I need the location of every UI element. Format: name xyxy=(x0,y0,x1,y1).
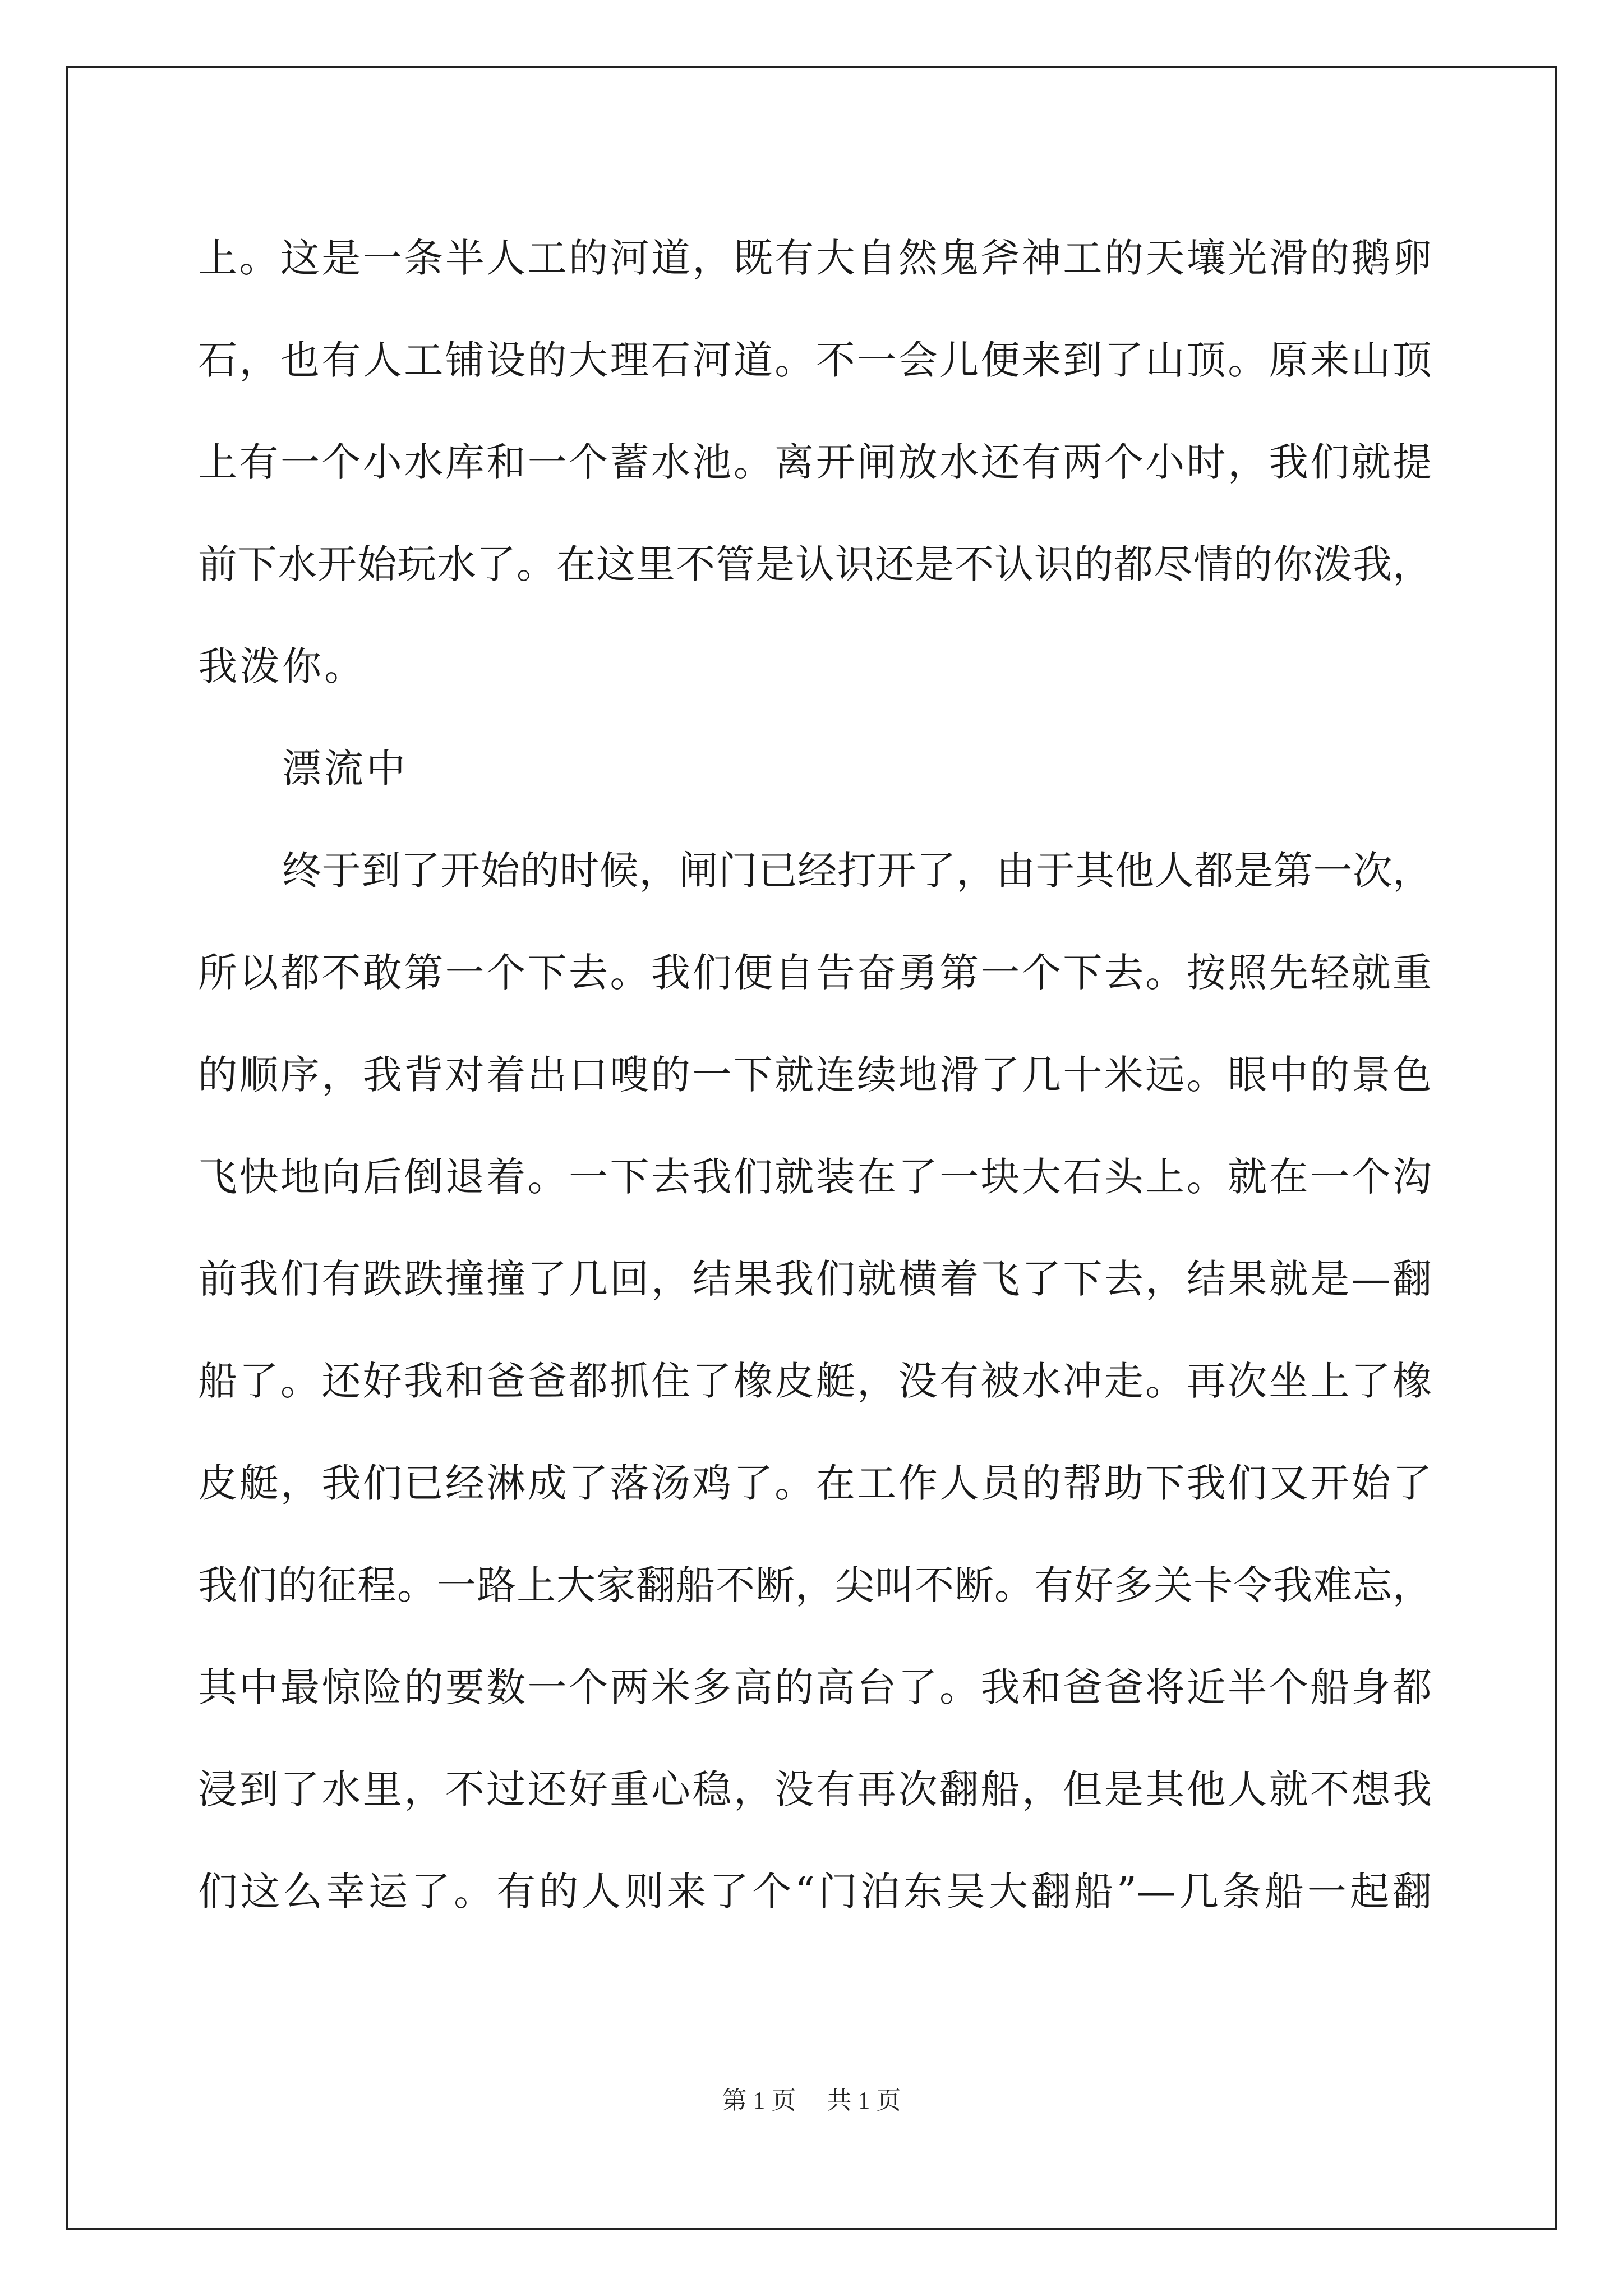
page-footer xyxy=(0,2084,1623,2118)
text-line: 皮艇，我们已经淋成了落汤鸡了。在工作人员的帮助下我们又开始了 xyxy=(198,1460,1432,1506)
text-line: 的顺序，我背对着出口嗖的一下就连续地滑了几十米远。眼中的景色 xyxy=(198,1052,1432,1098)
text-line: 上。这是一条半人工的河道，既有大自然鬼斧神工的天壤光滑的鹅卵 xyxy=(198,235,1432,281)
text-line: 前下水开始玩水了。在这里不管是认识还是不认识的都尽情的你泼我， xyxy=(198,541,1432,587)
text-line: 浸到了水里，不过还好重心稳，没有再次翻船，但是其他人就不想我 xyxy=(198,1766,1432,1812)
page-total: 共 1 页 xyxy=(827,2087,901,2114)
text-line: 我泼你。 xyxy=(198,643,366,689)
text-line: 上有一个小水库和一个蓄水池。离开闸放水还有两个小时，我们就提 xyxy=(198,439,1432,485)
page-number: 第 1 页 xyxy=(722,2087,796,2114)
text-line: 终于到了开始的时候，闸门已经打开了，由于其他人都是第一次， xyxy=(282,848,1432,894)
text-line: 前我们有跌跌撞撞了几回，结果我们就横着飞了下去，结果就是—翻 xyxy=(198,1256,1432,1302)
text-line: 石，也有人工铺设的大理石河道。不一会儿便来到了山顶。原来山顶 xyxy=(198,337,1432,383)
text-line: 船了。还好我和爸爸都抓住了橡皮艇，没有被水冲走。再次坐上了橡 xyxy=(198,1358,1432,1404)
text-line: 其中最惊险的要数一个两米多高的高台了。我和爸爸将近半个船身都 xyxy=(198,1664,1432,1710)
text-line: 所以都不敢第一个下去。我们便自告奋勇第一个下去。按照先轻就重 xyxy=(198,950,1432,996)
text-line: 我们的征程。一路上大家翻船不断，尖叫不断。有好多关卡令我难忘， xyxy=(198,1562,1432,1608)
section-heading: 漂流中 xyxy=(282,746,408,792)
text-line: 们这么幸运了。有的人则来了个“门泊东吴大翻船”—几条船一起翻 xyxy=(198,1869,1432,1915)
text-line: 飞快地向后倒退着。一下去我们就装在了一块大石头上。就在一个沟 xyxy=(198,1154,1432,1200)
